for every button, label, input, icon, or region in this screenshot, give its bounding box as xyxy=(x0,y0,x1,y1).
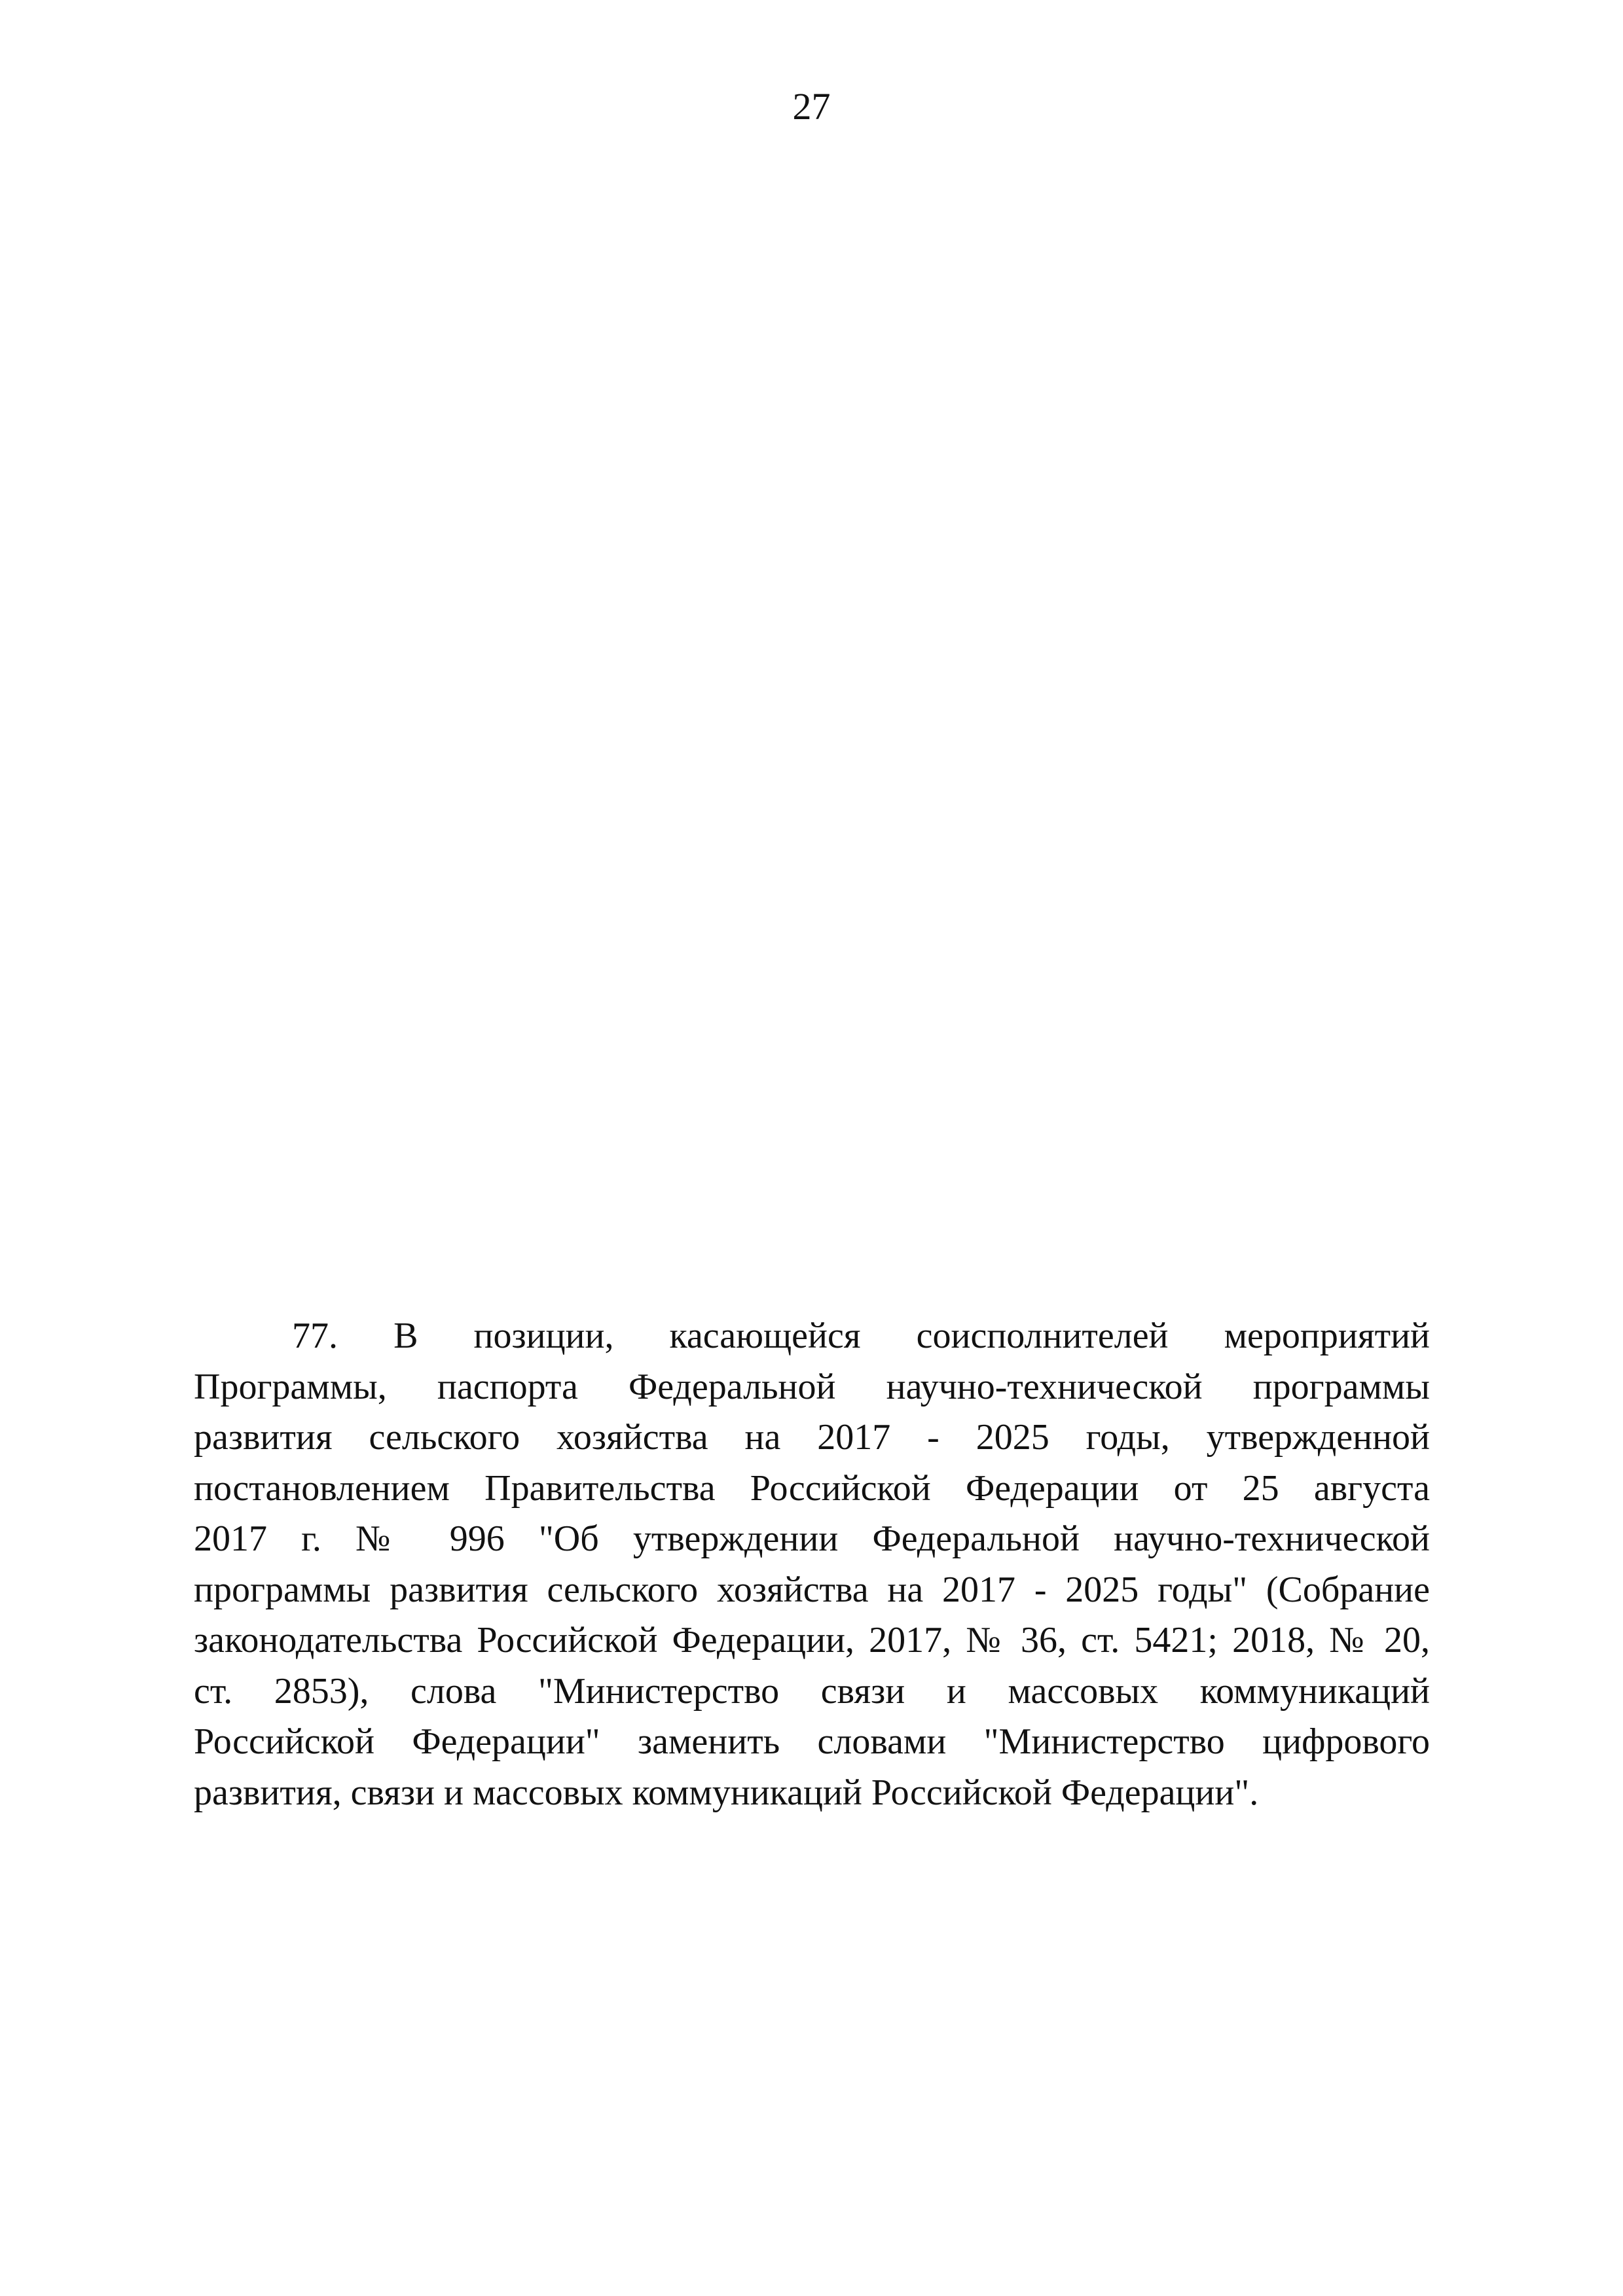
paragraph-line: Программы, паспорта Федеральной научно-технической программы xyxy=(194,1366,1430,1407)
paragraph-line: развития, связи и массовых коммуникаций Российской Федерации". xyxy=(194,1772,1259,1813)
paragraph-line: 77. В позиции, касающейся соисполнителей мероприятий xyxy=(292,1316,1430,1356)
paragraph-line: ст. 2853), слова "Министерство связи и массовых коммуникаций xyxy=(194,1670,1430,1712)
paragraph-line: 2017 г. № 996 "Об утверждении Федеральной научно-технической xyxy=(194,1518,1430,1559)
paragraph-line: постановлением Правительства Российской Федерации от 25 августа xyxy=(194,1467,1430,1509)
paragraph-77 xyxy=(194,1311,1430,1818)
page-number: 27 xyxy=(792,85,831,128)
paragraph-line: законодательства Российской Федерации, 2017, № 36, ст. 5421; 2018, № 20, xyxy=(194,1620,1430,1660)
paragraph-line: Российской Федерации" заменить словами "Министерство цифрового xyxy=(194,1721,1430,1762)
paragraph-line: развития сельского хозяйства на 2017 - 2025 годы, утвержденной xyxy=(194,1417,1430,1458)
paragraph-line: программы развития сельского хозяйства на 2017 - 2025 годы" (Собрание xyxy=(194,1569,1430,1610)
